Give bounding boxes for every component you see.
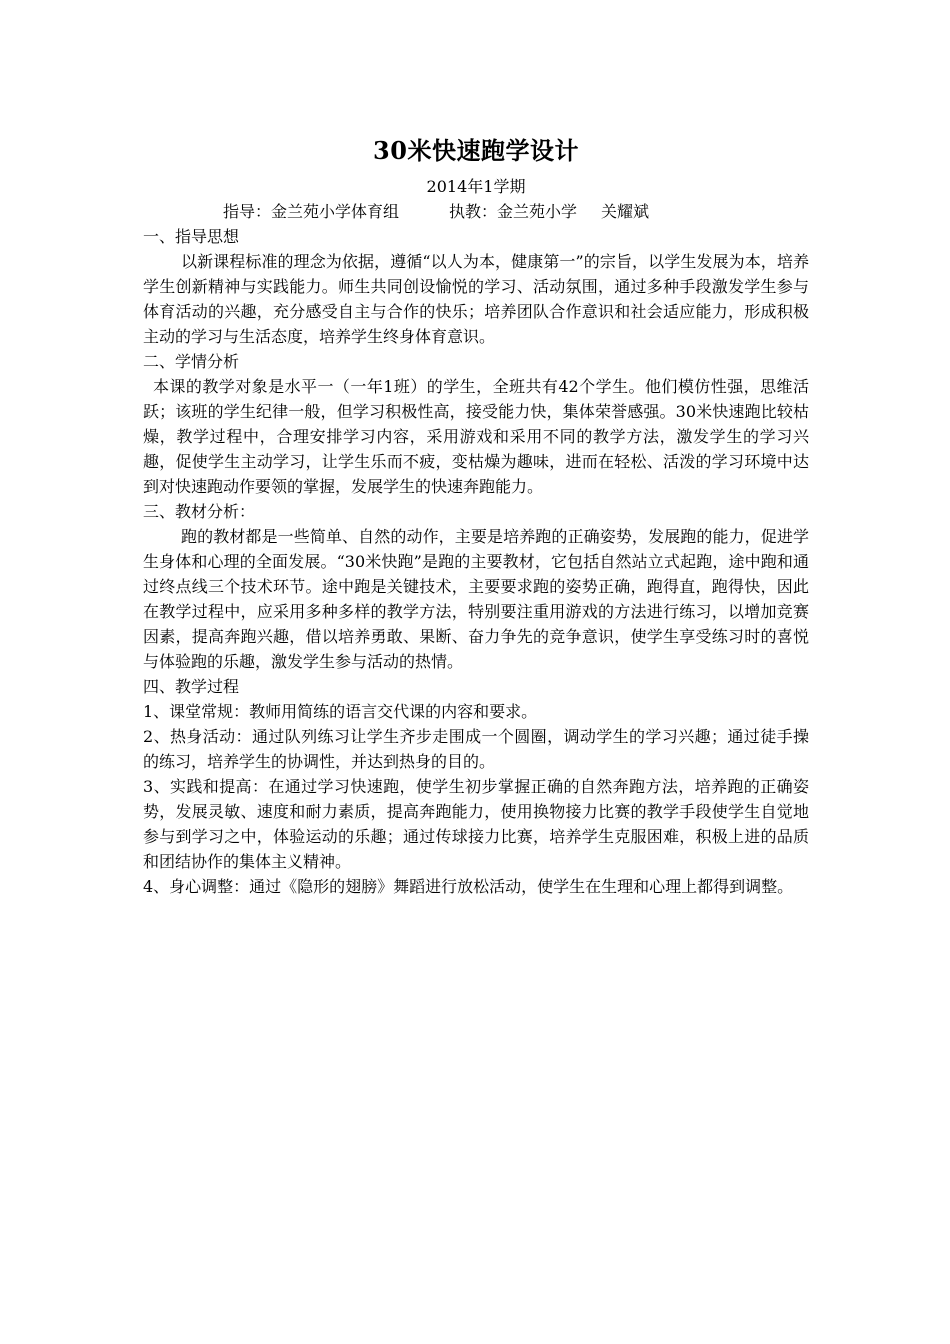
section-heading-material-analysis: 三、教材分析： (143, 502, 256, 521)
section-paragraph-material-analysis: 跑的教材都是一些简单、自然的动作，主要是培养跑的正确姿势，发展跑的能力，促进学生身体和心理的全面发展。“30米快跑”是跑的主要教材，它包括自然站立式起跑，途中跑和通过终点线三个技术环节。途中跑是关键技术，主要要求跑的姿势正确，跑得直，跑得快，因此在教学过程中，应采用多种多样的教学方法，特别要注重用游戏的方法进行练习，以增加竞赛因素，提高奔跑兴趣，借以培养勇敢、果断、奋力争先的竞争意识，使学生享受练习时的喜悦与体验跑的乐趣，激发学生参与活动的热情。 (143, 527, 809, 671)
process-item-warmup: 2、热身活动：通过队列练习让学生齐步走围成一个圆圈，调动学生的学习兴趣；通过徒手操的练习，培养学生的协调性，并达到热身的目的。 (143, 727, 809, 771)
teacher-name: 关耀斌 (601, 202, 650, 221)
process-item-routine: 1、课堂常规：教师用简练的语言交代课的内容和要求。 (143, 702, 538, 721)
section-paragraph-student-analysis: 本课的教学对象是水平一（一年1班）的学生，全班共有42个学生。他们模仿性强，思维活跃；该班的学生纪律一般，但学习积极性高，接受能力快，集体荣誉感强。30米快速跑比较枯燥，教学过程中，合理安排学习内容，采用游戏和采用不同的教学方法，激发学生的学习兴趣，促使学生主动学习，让学生乐而不疲，变枯燥为趣味，进而在轻松、活泼的学习环境中达到对快速跑动作要领的掌握，发展学生的快速奔跑能力。 (143, 377, 809, 496)
credits-line (143, 199, 809, 224)
section-heading-student-analysis: 二、学情分析 (143, 352, 240, 371)
teacher-school: 执教：金兰苑小学 (449, 202, 578, 221)
advisor-credit: 指导：金兰苑小学体育组 (223, 202, 400, 221)
process-item-practice: 3、实践和提高：在通过学习快速跑，使学生初步掌握正确的自然奔跑方法，培养跑的正确姿势，发展灵敏、速度和耐力素质，提高奔跑能力，使用换物接力比赛的教学手段使学生自觉地参与到学习之中，体验运动的乐趣；通过传球接力比赛，培养学生克服困难，积极上进的品质和团结协作的集体主义精神。 (143, 777, 809, 871)
document-body (143, 134, 809, 899)
section-paragraph-guiding-ideology: 以新课程标准的理念为依据，遵循“以人为本，健康第一”的宗旨，以学生发展为本，培养学生创新精神与实践能力。师生共同创设愉悦的学习、活动氛围，通过多种手段激发学生参与体育活动的兴趣，充分感受自主与合作的快乐；培养团队合作意识和社会适应能力，形成积极主动的学习与生活态度，培养学生终身体育意识。 (143, 252, 809, 346)
process-item-cooldown: 4、身心调整：通过《隐形的翅膀》舞蹈进行放松活动，使学生在生理和心理上都得到调整。 (143, 877, 794, 896)
document-term: 2014年1学期 (426, 177, 526, 196)
section-heading-guiding-ideology: 一、指导思想 (143, 227, 240, 246)
document-title: 30米快速跑学设计 (373, 136, 579, 165)
section-heading-teaching-process: 四、教学过程 (143, 677, 240, 696)
